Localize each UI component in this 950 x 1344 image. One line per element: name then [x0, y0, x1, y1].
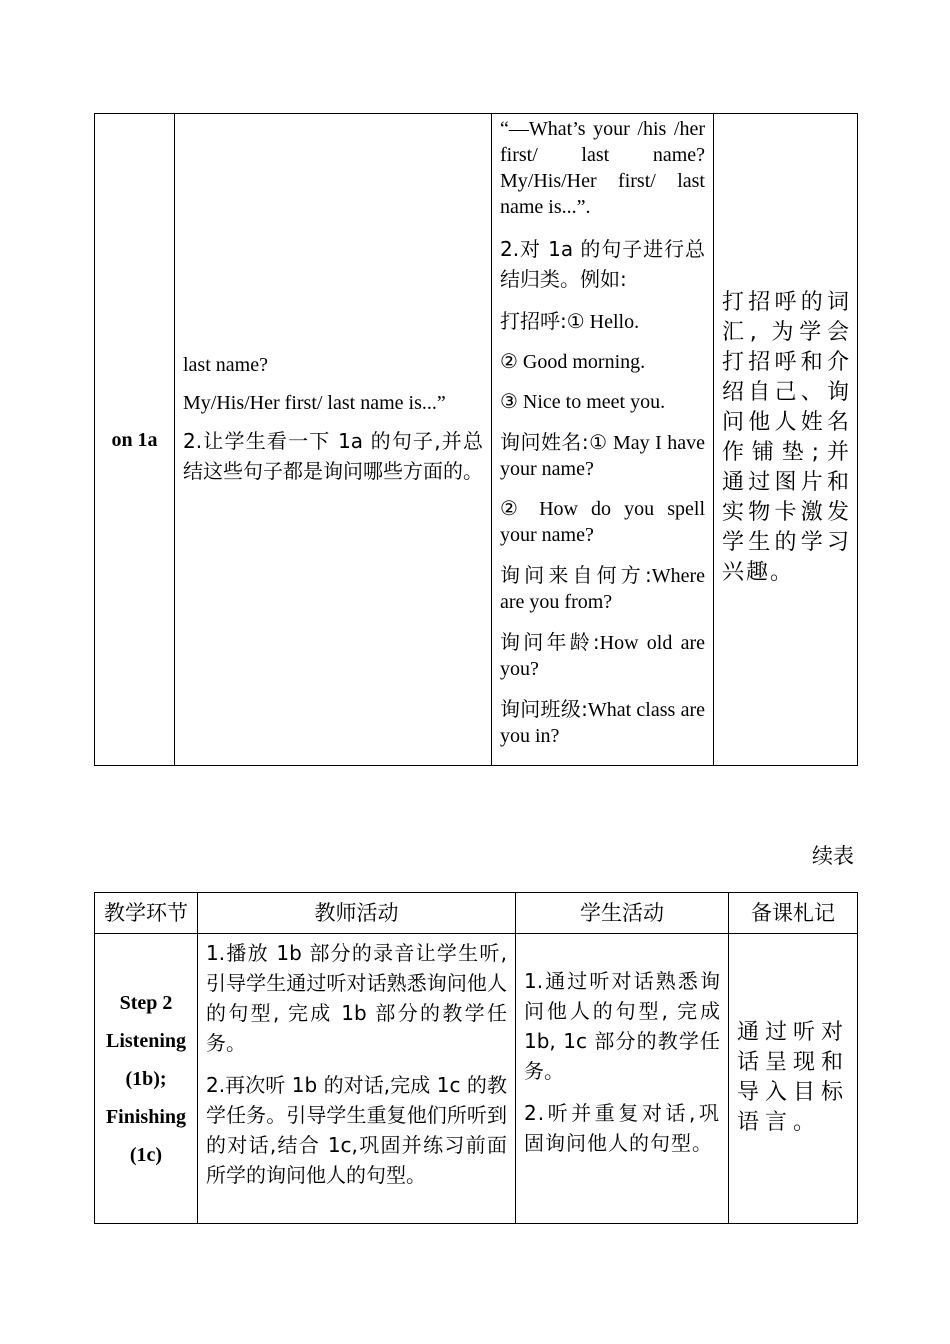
notes-cell [714, 114, 858, 766]
teacher-item-2: 2.再次听 1b 的对话,完成 1c 的教学任务。引导学生重复他们所听到的对话,结合 1c,巩固并练习前面所学的询问他人的句型。 [206, 1073, 507, 1187]
notes-text: 通过听对话呈现和导入目标语言。 [737, 1020, 850, 1135]
age-label: 询问年龄: [500, 630, 600, 654]
step-line-3: (1b); [125, 1067, 167, 1090]
name-example-1: ① May I have your name? [500, 432, 705, 480]
header-notes: 备课札记 [729, 893, 858, 934]
header-teacher: 教师活动 [198, 893, 516, 934]
continued-label: 续表 [812, 844, 854, 868]
name-label: 询问姓名: [500, 430, 589, 454]
student-activity-cell [492, 114, 714, 766]
step-cell [95, 934, 198, 1224]
teacher-activity-cell [198, 934, 516, 1224]
table-header-row [95, 893, 858, 934]
greeting-example-3: ③ Nice to meet you. [500, 391, 666, 413]
student-quote: “—What’s your /his /her first/ last name? My/His/Her first/ last name is...”. [500, 118, 705, 218]
header-step: 教学环节 [95, 893, 198, 934]
notes-cell [729, 934, 858, 1224]
lesson-table-part2 [94, 892, 858, 1224]
name-item-1 [500, 429, 705, 482]
age-question: How old are you? [500, 632, 705, 680]
greeting-example-2: ② Good morning. [500, 351, 646, 373]
student-item-1: 1.通过听对话熟悉询问他人的句型, 完成 1b, 1c 部分的教学任务。 [524, 969, 720, 1083]
student-item-2: 2.听并重复对话,巩固询问他人的句型。 [524, 1101, 720, 1155]
greeting-example-1: ① Hello. [566, 311, 640, 333]
notes-text: 打招呼的词汇, 为学会打招呼和介绍自己、询问他人姓名作铺垫;并通过图片和实物卡激发学生的学习兴趣。 [722, 290, 851, 585]
from-question: Where are you from? [500, 565, 705, 613]
name-example-2: ② How do you spell your name? [500, 498, 705, 546]
step-line-2: Listening [105, 1029, 187, 1052]
age-item [500, 629, 705, 682]
step-line-1: Step 2 [119, 991, 173, 1014]
step-cell [95, 114, 175, 766]
table-row [95, 934, 858, 1224]
greeting-label: 打招呼: [500, 309, 567, 333]
step-label: on 1a [111, 428, 158, 451]
teacher-item-1: 1.播放 1b 部分的录音让学生听,引导学生通过听对话熟悉询问他人的句型, 完成 1b 部分的教学任务。 [206, 941, 507, 1055]
teacher-line-1: last name? [183, 354, 268, 376]
student-activity-cell [516, 934, 729, 1224]
class-label: 询问班级: [500, 697, 588, 721]
step-line-5: (1c) [129, 1143, 163, 1166]
teacher-activity-cell [175, 114, 492, 766]
from-label: 询问来自何方: [500, 563, 652, 587]
greeting-item-1 [500, 308, 705, 335]
student-item-2: 2.对 1a 的句子进行总结归类。例如: [500, 237, 705, 291]
step-line-4: Finishing [105, 1105, 187, 1128]
teacher-line-2: My/His/Her first/ last name is...” [183, 392, 446, 414]
teacher-item-2: 2.让学生看一下 1a 的句子,并总结这些句子都是询问哪些方面的。 [183, 429, 483, 483]
lesson-table-part1 [94, 113, 858, 766]
header-student: 学生活动 [516, 893, 729, 934]
from-item [500, 562, 705, 615]
class-item [500, 696, 705, 749]
class-question: What class are you in? [500, 699, 705, 747]
step-name [95, 984, 197, 1174]
